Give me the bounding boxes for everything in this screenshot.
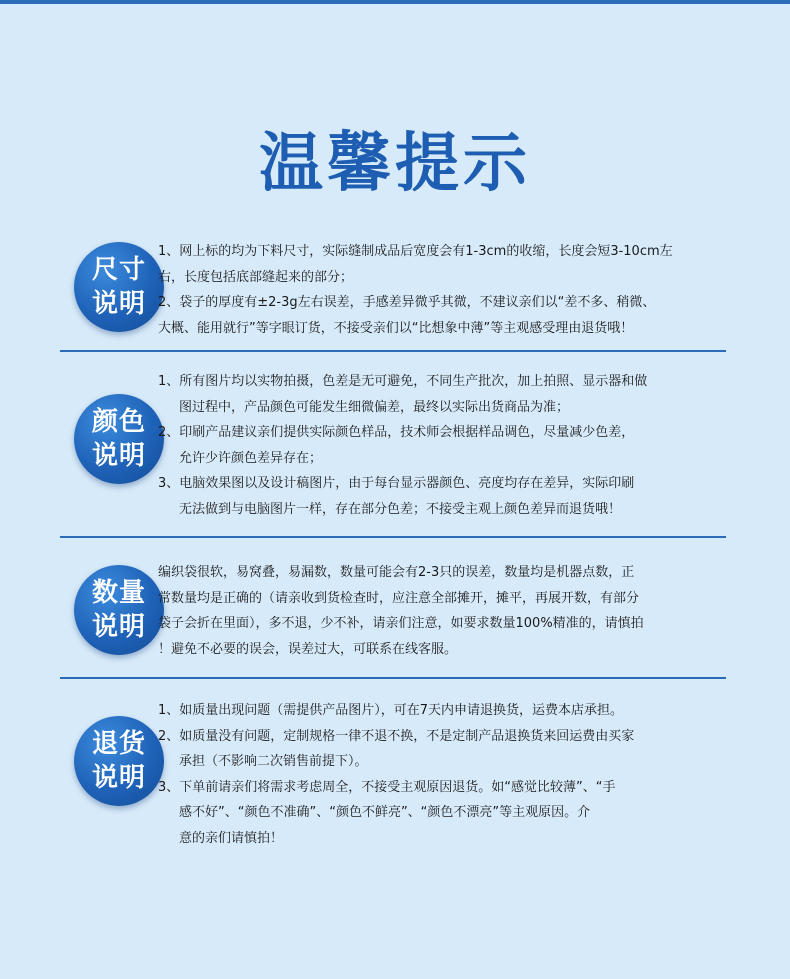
text-line: 大概、能用就行”等字眼订货，不接受亲们以“比想象中薄”等主观感受理由退货哦！: [158, 320, 634, 336]
section-text: [158, 698, 738, 851]
text-line: 右，长度包括底部缝起来的部分；: [158, 269, 354, 285]
text-line: 3、下单前请亲们将需求考虑周全，不接受主观原因退货。如“感觉比较薄”、“手: [158, 779, 616, 795]
text-line: 图过程中，产品颜色可能发生细微偏差，最终以实际出货商品为准；: [179, 399, 570, 415]
text-line: 2、袋子的厚度有±2-3g左右误差，手感差异微乎其微，不建议亲们以“差不多、稍微、: [158, 295, 656, 310]
section-color: [60, 357, 730, 542]
section-quantity: [60, 543, 730, 680]
text-line: 常数量均是正确的（请亲收到货检查时，应注意全部摊开，摊平，再展开数，有部分: [158, 590, 640, 606]
badge-size: [74, 242, 164, 332]
badge-returns: [74, 716, 164, 806]
text-line: 允许少许颜色差异存在；: [179, 450, 323, 466]
badge-line-2: 说明: [91, 289, 146, 319]
text-line: 2、印刷产品建议亲们提供实际颜色样品，技术师会根据样品调色，尽量减少色差，: [158, 425, 635, 440]
text-line: 感不好”、“颜色不准确”、“颜色不鲜亮”、“颜色不漂亮”等主观原因。介: [179, 805, 591, 820]
text-line: 1、网上标的均为下料尺寸，实际缝制成品后宽度会有1-3cm的收缩，长度会短3-10cm左: [158, 244, 673, 259]
section-text: [158, 560, 738, 662]
text-line: 编织袋很软，易窝叠，易漏数，数量可能会有2-3只的误差，数量均是机器点数，正: [158, 565, 635, 580]
badge-line-1: 尺寸: [91, 255, 146, 285]
badge-line-2: 说明: [91, 441, 146, 471]
section-text: [158, 369, 738, 522]
badge-line-1: 数量: [91, 578, 146, 608]
text-line: 承担（不影响二次销售前提下）。: [179, 754, 368, 769]
text-line: 意的亲们请慎拍！: [179, 830, 284, 846]
text-line: 1、如质量出现问题（需提供产品图片），可在7天内申请退换货，运费本店承担。: [158, 703, 624, 718]
text-line: 无法做到与电脑图片一样，存在部分色差；不接受主观上颜色差异而退货哦！: [179, 501, 622, 517]
section-divider: [60, 536, 726, 538]
text-line: 3、电脑效果图以及设计稿图片，由于每台显示器颜色、亮度均存在差异，实际印刷: [158, 476, 635, 491]
section-size: [60, 232, 730, 357]
badge-color: [74, 394, 164, 484]
text-line: 2、如质量没有问题，定制规格一律不退不换，不是定制产品退换货来回运费由买家: [158, 728, 635, 744]
top-rule: [0, 0, 790, 4]
section-divider: [60, 677, 726, 679]
badge-quantity: [74, 565, 164, 655]
badge-line-2: 说明: [91, 612, 146, 642]
badge-line-1: 退货: [91, 729, 146, 759]
badge-line-1: 颜色: [91, 407, 146, 437]
text-line: 袋子会折在里面），多不退，少不补，请亲们注意，如要求数量100%精准的，请慎拍: [158, 616, 644, 631]
section-divider: [60, 350, 726, 352]
text-line: ！避免不必要的误会，误差过大，可联系在线客服。: [158, 641, 458, 657]
section-text: [158, 239, 738, 341]
text-line: 1、所有图片均以实物拍摄，色差是无可避免，不同生产批次，加上拍照、显示器和做: [158, 374, 648, 389]
badge-line-2: 说明: [91, 763, 146, 793]
section-returns: [60, 680, 730, 860]
page-title: 温馨提示: [259, 127, 531, 201]
